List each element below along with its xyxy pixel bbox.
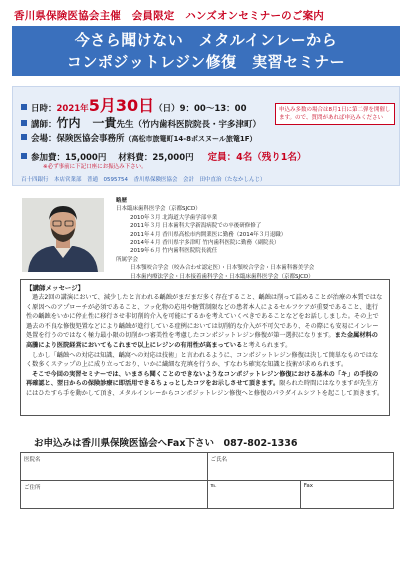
date-label: 日時： bbox=[31, 104, 57, 114]
bullet-icon bbox=[21, 153, 27, 159]
date-day: 5月30日 bbox=[88, 96, 155, 115]
title-line-1: 今さら聞けない メタルインレーから bbox=[74, 31, 338, 49]
attendee-name-field[interactable] bbox=[207, 453, 394, 481]
form-row bbox=[21, 481, 394, 509]
bio-line: 日本臨床歯科医学会（京都SJCD） bbox=[116, 206, 201, 213]
date-year: 2021年 bbox=[56, 104, 89, 114]
date-time: （日）9：00～13：00 bbox=[154, 104, 247, 114]
instructor-name: 竹内 一貴 bbox=[56, 116, 117, 130]
association-line: 日本歯内療法学会・日本接着歯科学会・日本臨床歯科医学会（京都SJCD） bbox=[130, 273, 314, 280]
message-text: 過去2回の講演において、減少したと言われる齲蝕がまだまだ多く存在すること、齲蝕は削って詰めることが治療の本質ではなく原因へのアプローチが必須であること、フッ化物の応用や糖質制限などの患者本人によるセルフケアが重要であること、進行性の齲蝕をいかに停止性に移行させ非切削的介入を可能にするかを考えていくべきであることなどをお話ししました。その上で過去の不良な修復処置などにより齲蝕が進行している症例においては切削的な介入が不可欠であり、その際にも安易にインレー処置を行うのではなく極力最小限の切削かつ審美性を考慮したコンポジットレジン修復が第一選択になります。 bbox=[26, 294, 383, 340]
instructor-portrait-icon bbox=[22, 198, 104, 272]
fee-row bbox=[21, 149, 306, 163]
message-paragraph-2: しかし「齲蝕への対応は知識、齲窩への対応は技術」と言われるように、コンポジットレジン修復は決して簡単なものではなく数多くステップの上に成り立っており、いかに繊細な充填を行うか、すなわち確実な知識と技術が求められます。 bbox=[26, 351, 379, 369]
fax-label: Fax bbox=[303, 483, 314, 489]
bio-line: 2019年６月 竹内歯科医院院長就任 bbox=[130, 248, 218, 255]
instructor-bio bbox=[116, 197, 404, 281]
seminar-header: 香川県保険医協会主催 会員限定 ハンズオンセミナーのご案内 bbox=[14, 10, 324, 22]
bio-line: 2011年３月 日本歯科大学新潟病院での卒後研修修了 bbox=[130, 223, 262, 230]
title-banner bbox=[12, 26, 400, 76]
instructor-message-box bbox=[20, 279, 390, 416]
association-line: 日本顎咬合学会（咬み合わせ認定医）・日本顎咬合学会・日本歯科審美学会 bbox=[130, 265, 315, 272]
venue-label: 会場： bbox=[31, 134, 57, 144]
venue-address: （高松市旅篭町14-8ポスヌール旅篭1F） bbox=[124, 135, 257, 143]
address-field[interactable] bbox=[21, 481, 208, 509]
instructor-row bbox=[21, 114, 261, 131]
bio-line: 2010年３月 北海道大学歯学部卒業 bbox=[130, 214, 218, 221]
instructor-suffix: 先生（竹内歯科医院院長・宇多津町） bbox=[116, 120, 262, 130]
date-row bbox=[21, 93, 247, 116]
message-title: 【講師メッセージ】 bbox=[26, 284, 85, 292]
message-emphasis: そこで今回の実習セミナーでは、いまさら聞くことのできないようなコンポジットレジン修復における基本の「キ」の手技の再確認と、翌日からの保険診療に即活用できるちょっとしたコツをお示しさせて頂きます。 bbox=[26, 370, 379, 388]
message-paragraph-1 bbox=[26, 293, 384, 351]
bullet-icon bbox=[21, 120, 27, 126]
venue-row bbox=[21, 132, 257, 144]
extra-session-note: 申込み多数の場合は8月1日に第二弾を開催します。ので、質問があれば申込みください bbox=[275, 103, 395, 125]
phone-label: ℡ bbox=[210, 483, 217, 489]
fax-field[interactable] bbox=[300, 481, 393, 509]
instructor-label: 講師： bbox=[31, 120, 57, 130]
address-label: ご住所 bbox=[24, 485, 41, 491]
bullet-icon bbox=[21, 134, 27, 140]
bank-account: 百十四銀行 本店営業部 普通 0595754 香川県保険医協会 会計 田中直治（たなかしんじ） bbox=[21, 177, 266, 183]
clinic-name-label: 医院名 bbox=[24, 457, 41, 463]
message-text: と考えられます。 bbox=[242, 341, 292, 349]
application-fax-line: お申込みは香川県保険医協会へFax下さい 087-802-1336 bbox=[34, 438, 298, 449]
message-paragraph-3 bbox=[26, 370, 384, 399]
message-emphasis: また金属材料の高騰により医院経営においてもこれまで以上にレジンの有用性が高まっている bbox=[26, 332, 378, 349]
bio-line: 2014年４月 香川県宇多津町 竹内歯科医院に勤務（副院長） bbox=[130, 240, 280, 247]
association-heading: 所属学会 bbox=[116, 256, 139, 263]
venue-name: 保険医協会事務所 bbox=[56, 134, 125, 144]
message-text: 限られた時間にはなりますが先生方にはひたすら手を動かして頂き、メタルインレーからコンポジットレジン修復へと修復のパラダイムシフトを起こして頂きます。 bbox=[26, 380, 384, 397]
capacity: 定員：4名（残り1名） bbox=[207, 152, 307, 163]
fee-label: 参加費： bbox=[31, 153, 66, 163]
message-body bbox=[26, 293, 384, 399]
fee-material: 材料費：25,000円 bbox=[118, 153, 194, 163]
fee-member: 15,000円 bbox=[65, 153, 107, 163]
form-row bbox=[21, 453, 394, 481]
title-line-2: コンポジットレジン修復 実習セミナー bbox=[66, 53, 346, 71]
attendee-name-label: ご氏名 bbox=[210, 457, 228, 463]
bio-line: 2011年４月 香川県高松市内開業医に勤務（2014年３月退職） bbox=[130, 231, 287, 238]
bullet-icon bbox=[21, 104, 27, 110]
bio-heading: 略歴 bbox=[116, 198, 128, 204]
application-form bbox=[20, 452, 394, 509]
fee-note: ※必ず事前に下記口座にお振込み下さい。 bbox=[43, 164, 147, 170]
instructor-photo bbox=[22, 198, 104, 272]
clinic-name-field[interactable] bbox=[21, 453, 208, 481]
phone-field[interactable] bbox=[207, 481, 300, 509]
event-info-panel bbox=[12, 86, 400, 186]
